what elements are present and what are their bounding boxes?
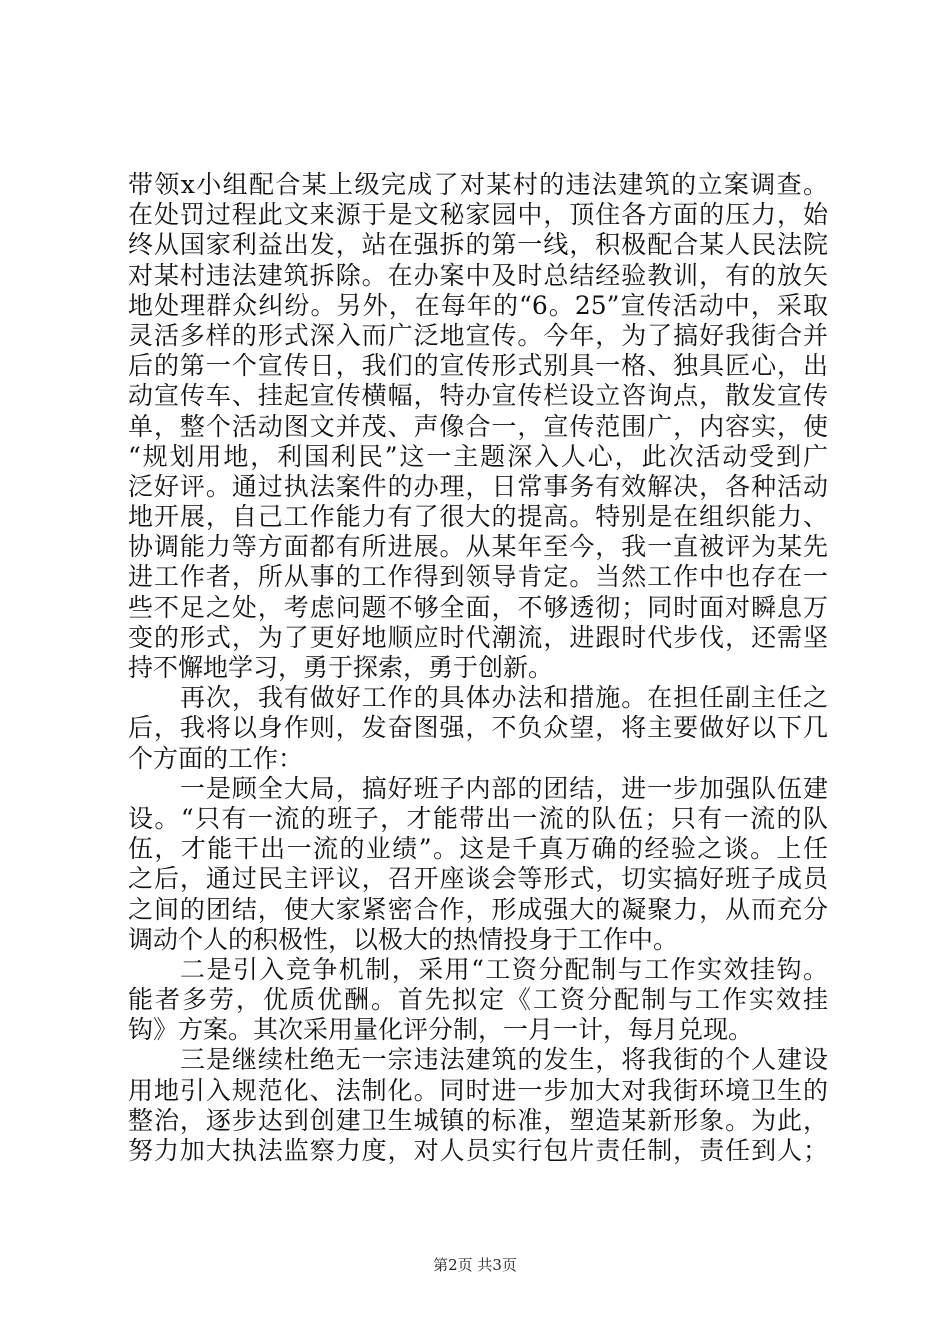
text-line: 调动个人的积极性，以极大的热情投身于工作中。 <box>128 924 679 954</box>
text-line: 用地引入规范化、法制化。同时进一步加大对我街环境卫生的 <box>128 1075 828 1105</box>
text-line: 灵活多样的形式深入而广泛地宣传。今年，为了搞好我街合并 <box>128 320 828 350</box>
text-line: 努力加大执法监察力度，对人员实行包片责任制，责任到人； <box>128 1136 828 1165</box>
text-line: 再次，我有做好工作的具体办法和措施。在担任副主任之 <box>180 683 828 713</box>
text-line: 单，整个活动图文并茂、声像合一，宣传范围广，内容实，使 <box>128 411 828 441</box>
text-line: 设。“只有一流的班子，才能带出一流的队伍；只有一流的队 <box>128 803 828 833</box>
text-line: 动宣传车、挂起宣传横幅，特办宣传栏设立咨询点，散发宣传 <box>128 381 828 411</box>
text-line: 带领x小组配合某上级完成了对某村的违法建筑的立案调查。 <box>128 170 828 199</box>
text-line: 终从国家利益出发，站在强拆的第一线，积极配合某人民法院 <box>128 230 828 260</box>
text-line: 三是继续杜绝无一宗违法建筑的发生，将我街的个人建设 <box>180 1045 828 1075</box>
text-line: 变的形式，为了更好地顺应时代潮流，进跟时代步伐，还需坚 <box>128 622 828 652</box>
text-line: 二是引入竞争机制，采用“工资分配制与工作实效挂钩。 <box>180 954 828 984</box>
text-line: 钩》方案。其次采用量化评分制，一月一计，每月兑现。 <box>128 1015 754 1045</box>
text-line: 些不足之处，考虑问题不够全面，不够透彻；同时面对瞬息万 <box>128 592 828 622</box>
text-line: 伍，才能干出一流的业绩”。这是千真万确的经验之谈。上任 <box>128 834 828 864</box>
text-line: 能者多劳，优质优酬。首先拟定《工资分配制与工作实效挂 <box>128 985 828 1015</box>
text-line: 地开展，自己工作能力有了很大的提高。特别是在组织能力、 <box>128 502 828 532</box>
text-line: 泛好评。通过执法案件的办理，日常事务有效解决，各种活动 <box>128 471 828 501</box>
text-line: “规划用地，利国利民”这一主题深入人心，此次活动受到广 <box>128 441 828 471</box>
text-line: 后的第一个宣传日，我们的宣传形式别具一格、独具匠心，出 <box>128 351 828 381</box>
text-line: 进工作者，所从事的工作得到领导肯定。当然工作中也存在一 <box>128 562 828 592</box>
text-line: 之后，通过民主评议，召开座谈会等形式，切实搞好班子成员 <box>128 864 828 894</box>
text-line: 后，我将以身作则，发奋图强，不负众望，将主要做好以下几 <box>128 713 828 743</box>
text-line: 整治，逐步达到创建卫生城镇的标准，塑造某新形象。为此， <box>128 1105 828 1135</box>
page-footer: 第2页 共3页 <box>433 1256 517 1274</box>
document-body <box>128 170 828 1166</box>
text-line: 个方面的工作： <box>128 743 304 773</box>
text-line: 对某村违法建筑拆除。在办案中及时总结经验教训，有的放矢 <box>128 260 828 290</box>
text-line: 在处罚过程此文来源于是文秘家园中，顶住各方面的压力，始 <box>128 200 828 230</box>
text-line: 之间的团结，使大家紧密合作，形成强大的凝聚力，从而充分 <box>128 894 828 924</box>
text-line: 协调能力等方面都有所进展。从某年至今，我一直被评为某先 <box>128 532 828 562</box>
text-line: 一是顾全大局，搞好班子内部的团结，进一步加强队伍建 <box>180 773 828 803</box>
text-line: 地处理群众纠纷。另外，在每年的“6。25”宣传活动中，采取 <box>128 290 828 320</box>
text-line: 持不懈地学习，勇于探索，勇于创新。 <box>128 653 554 682</box>
